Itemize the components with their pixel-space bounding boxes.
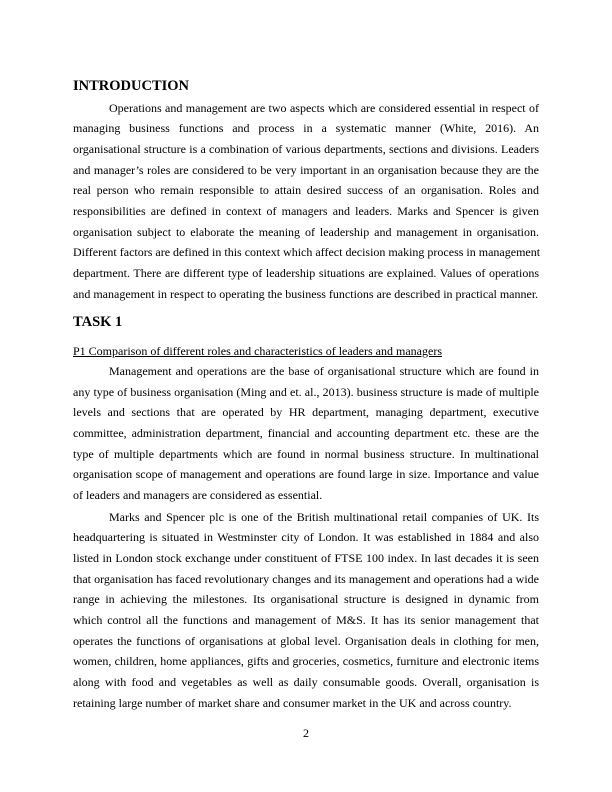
text-line: organisational structure is a combination of various departments, sections and divisions. Leaders: [73, 141, 539, 156]
text-line: organisation subject to elaborate the meaning of leadership and management in organisation.: [73, 224, 539, 239]
text-line: type of multiple departments which are found in normal business structure. In multinational: [73, 446, 539, 461]
text-line: department. There are different type of leadership situations are explained. Values of operations: [73, 266, 539, 280]
text-line: operates the functions of organisations at global level. Organisation deals in clothing for men,: [73, 633, 539, 648]
text-line: and management in respect to operating the business functions are described in practical manner.: [73, 286, 539, 301]
text-line: real person who remain responsible to attain desired success of an organisation. Roles and: [73, 183, 539, 198]
text-line: women, children, home appliances, gifts and groceries, cosmetics, furniture and electronic items: [73, 654, 539, 669]
text-line: organisation scope of management and operations are found large in size. Importance and value: [73, 467, 539, 482]
task1-paragraph-1: [73, 361, 539, 506]
task1-paragraph-2: [73, 507, 539, 714]
text-line: Management and operations are the base of organisational structure which are found in: [109, 364, 539, 378]
text-line: that organisation has faced revolutionary changes and its management and operations had a wide: [73, 571, 539, 586]
text-line: retaining large number of market share and consumer market in the UK and across country.: [73, 695, 512, 710]
text-line: committee, administration department, financial and accounting department etc. these are the: [73, 426, 539, 441]
text-line: listed in London stock exchange under constituent of FTSE 100 index. In last decades it is seen: [73, 550, 539, 565]
text-line: Marks and Spencer plc is one of the British multinational retail companies of UK. Its: [109, 509, 539, 524]
text-line: and manager’s roles are considered to be very important in an organisation because they are the: [73, 162, 539, 177]
introduction-paragraph: [73, 98, 539, 305]
page-number: 2: [303, 726, 309, 740]
text-line: along with food and vegetables as well as daily consumable goods. Overall, organisation is: [73, 675, 539, 689]
text-line: levels and sections that are operated by HR department, managing department, executive: [73, 405, 539, 420]
text-line: range in achieving the milestones. Its organisational structure is designed in dynamic from: [73, 592, 539, 607]
task1-heading: TASK 1: [73, 314, 123, 330]
text-line: of leaders and managers are considered as essential.: [73, 488, 323, 503]
text-line: Different factors are defined in this context which affect decision making process in management: [73, 245, 541, 260]
text-line: any type of business organisation (Ming and et. al., 2013). business structure is made of multiple: [73, 384, 539, 399]
text-line: responsibilities are defined in context of managers and leaders. Marks and Spencer is given: [73, 203, 539, 218]
p1-subheading: P1 Comparison of different roles and characteristics of leaders and managers: [73, 343, 442, 358]
text-line: which control all the functions and management of M&S. It has its senior management that: [73, 612, 539, 627]
text-line: headquartering is situated in Westminster city of London. It was established in 1884 and also: [73, 530, 539, 545]
introduction-heading: INTRODUCTION: [73, 78, 190, 94]
text-line: managing business functions and process in a systematic manner (White, 2016). An: [73, 121, 539, 136]
text-line: Operations and management are two aspects which are considered essential in respect of: [109, 100, 539, 115]
